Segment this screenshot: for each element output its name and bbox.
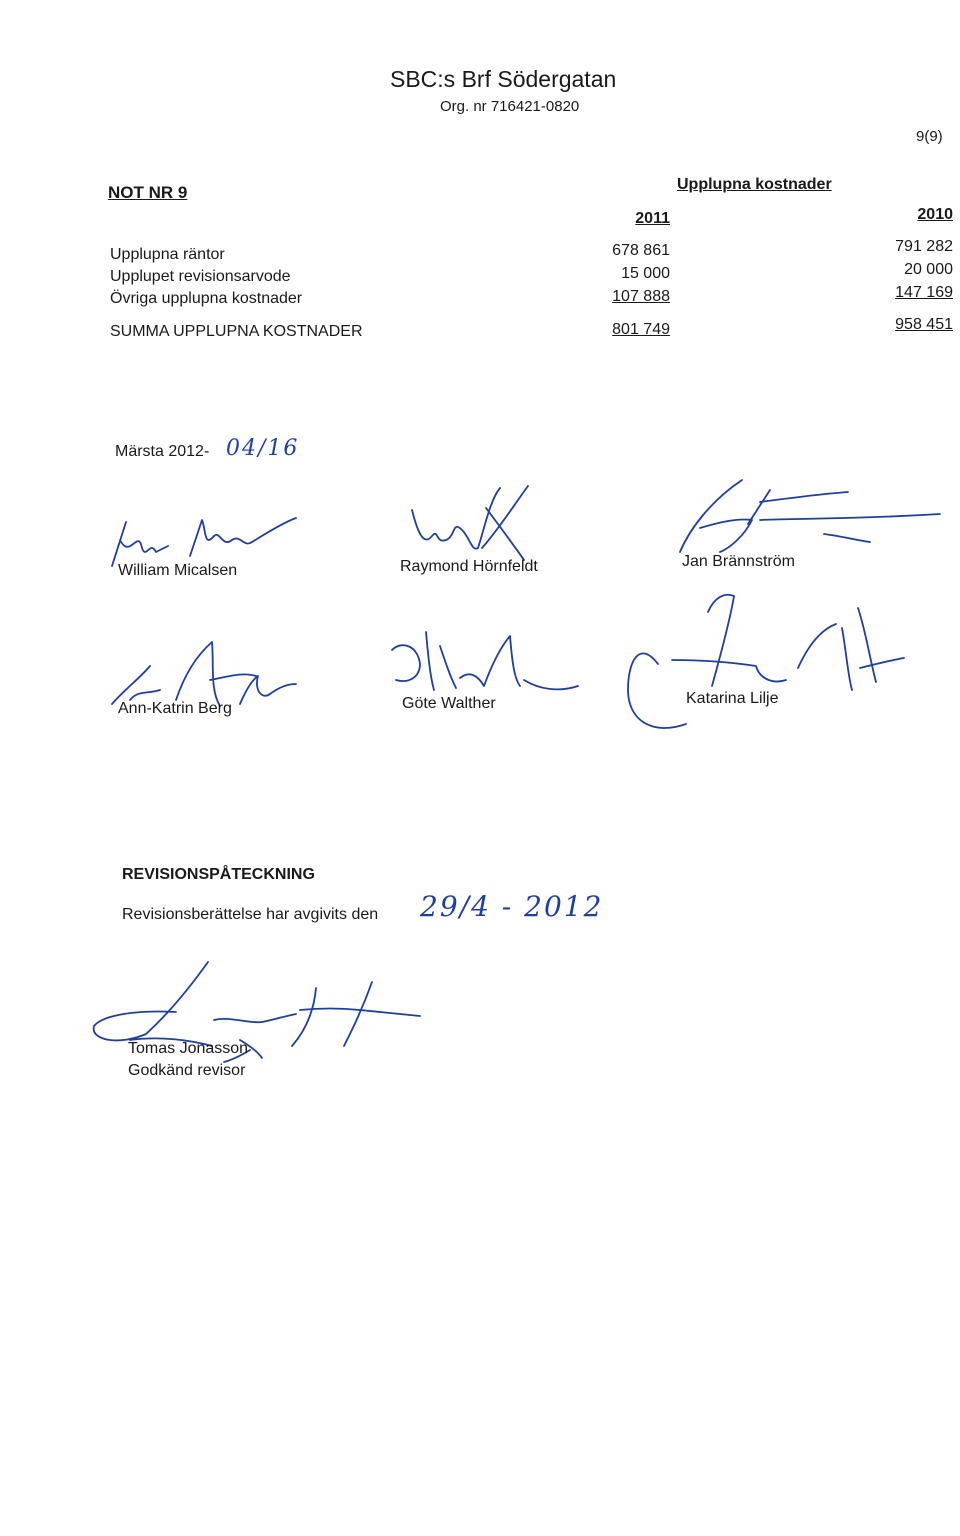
handwritten-date: 04/16 [226, 436, 300, 461]
document-title: SBC:s Brf Södergatan [390, 66, 617, 92]
row-label: Övriga upplupna kostnader [110, 290, 303, 307]
signature-katarina-lilje [628, 595, 904, 728]
row-label: Upplupna räntor [110, 246, 225, 263]
total-2011: 801 749 [612, 321, 670, 338]
signatory-name: William Micalsen [118, 562, 238, 579]
audit-handwritten-date: 29/4 - 2012 [420, 890, 604, 923]
note-label: NOT NR 9 [108, 183, 188, 202]
signature-gote-walther [392, 632, 578, 690]
value-2011: 678 861 [612, 242, 670, 259]
signature-jan-brannstrom [680, 480, 940, 552]
signatory-name: Ann-Katrin Berg [118, 700, 232, 717]
org-number: Org. nr 716421-0820 [440, 98, 580, 115]
page-number: 9(9) [916, 128, 943, 145]
signature-ann-katrin-berg [112, 642, 296, 706]
signature-raymond-hornfeldt [412, 486, 528, 560]
section-heading: Upplupna kostnader [677, 176, 832, 193]
signatory-name: Katarina Lilje [686, 690, 779, 707]
value-2011: 107 888 [612, 288, 670, 305]
value-2010: 20 000 [904, 261, 953, 278]
year-2010-header: 2010 [917, 206, 953, 223]
audit-statement: Revisionsberättelse har avgivits den [122, 906, 379, 923]
signing-place-date: Märsta 2012- [115, 443, 210, 460]
auditor-name: Tomas Jonasson [128, 1040, 249, 1057]
value-2010: 147 169 [895, 284, 953, 301]
value-2010: 791 282 [895, 238, 953, 255]
total-label: SUMMA UPPLUPNA KOSTNADER [110, 323, 363, 340]
signature-william-micalsen [112, 518, 296, 566]
signatory-name: Jan Brännström [682, 553, 795, 570]
signatory-name: Göte Walther [402, 695, 496, 712]
year-2011-header: 2011 [635, 210, 670, 227]
signatory-name: Raymond Hörnfeldt [400, 558, 538, 575]
total-2010: 958 451 [895, 316, 953, 333]
row-label: Upplupet revisionsarvode [110, 268, 291, 285]
auditor-title: Godkänd revisor [128, 1062, 246, 1079]
value-2011: 15 000 [621, 265, 670, 282]
audit-heading: REVISIONSPÅTECKNING [122, 866, 315, 883]
